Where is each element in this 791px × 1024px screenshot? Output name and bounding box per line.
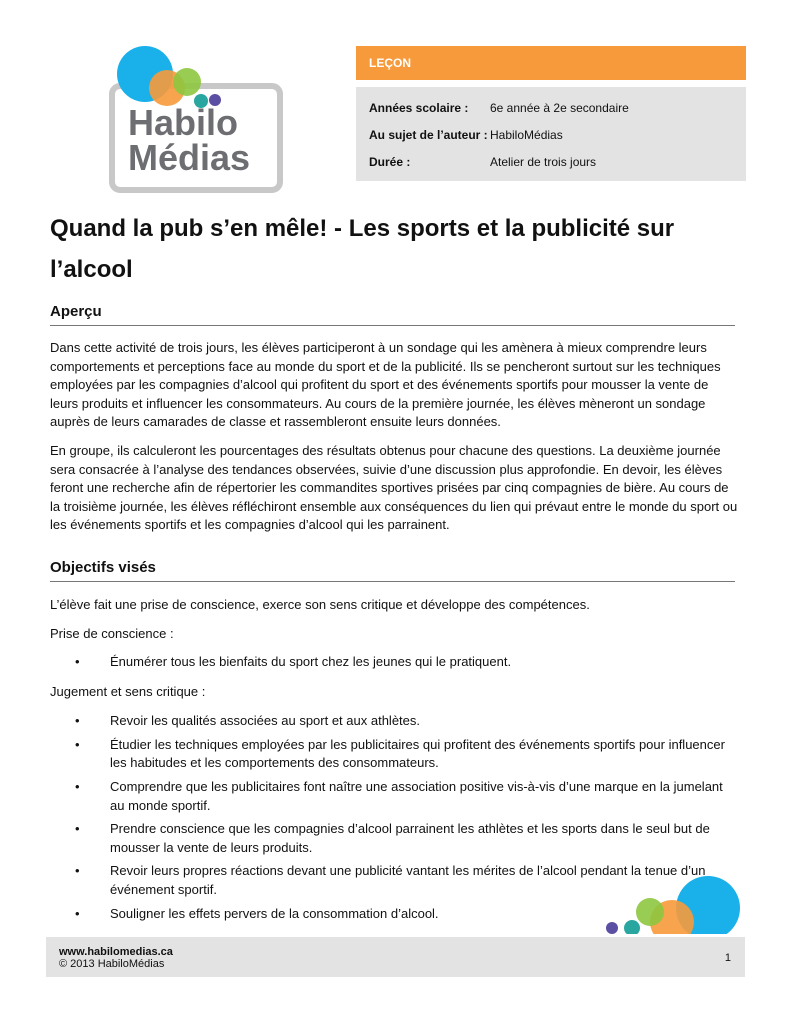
page-title xyxy=(50,208,750,290)
lesson-row-grade xyxy=(369,101,629,115)
apercu-paragraph-1: Dans cette activité de trois jours, les élèves participeront à un sondage qui les amènera à mieux comprendre leurs comportements et perceptions face au monde du sport et de la publicité. Ils se pencheront surtout sur les techniques employées par les compagnies d’alcool qui profitent du sport et des événements sportifs pour mousser la vente de leurs produits et influencer les consommateurs. Au cours de la première journée, les élèves mèneront un sondage auprès de leurs camarades de classe et rassembleront ensuite leurs données. xyxy=(50,340,721,430)
list-item: • Énumérer tous les bienfaits du sport chez les jeunes qui le pratiquent. xyxy=(50,653,740,672)
lesson-header: LEÇON xyxy=(356,46,746,80)
section-heading-apercu: Aperçu xyxy=(50,303,735,326)
apercu-paragraph-2: En groupe, ils calculeront les pourcentages des résultats obtenus pour chacune des questions. La deuxième journée sera consacrée à l’analyse des tendances observées, suivie d’une discussion plus approfondie. En devoir, les élèves feront une recherche afin de répertorier les commandites sportives prisées par cinq compagnies de bière. Au cours de la troisième journée, les élèves réfléchiront ensemble aux conséquences du lien qui prévaut entre le monde du sport ou les événements sportifs et les compagnies d’alcool qui les parrainent. xyxy=(50,443,738,533)
decorative-circles xyxy=(600,868,745,934)
bullet-icon: • xyxy=(75,863,80,879)
list-item: • Revoir leurs propres réactions devant une publicité vantant les mérites de l’alcool pendant la tenue d’un événement sportif. xyxy=(75,863,706,897)
objectifs-subheading-jugement: Jugement et sens critique : xyxy=(50,683,206,699)
lesson-info-box xyxy=(356,46,746,181)
title-line-2: l’alcool xyxy=(50,256,133,283)
lesson-row-duration xyxy=(369,155,597,169)
bullet-icon: • xyxy=(75,821,80,837)
title-line-1: Quand la pub s’en mêle! - Les sports et la publicité sur xyxy=(50,215,675,242)
objectifs-subheading-prise: Prise de conscience : xyxy=(50,626,174,641)
bullet-icon: • xyxy=(75,713,80,729)
bullet-icon: • xyxy=(75,654,80,669)
list-item: • Souligner les effets pervers de la consommation d’alcool. xyxy=(50,905,740,924)
section-heading-objectifs: Objectifs visés xyxy=(50,559,735,582)
page-number: 1 xyxy=(724,952,731,964)
list-item: • Comprendre que les publicitaires font naître une association positive vis-à-vis d’une marque en la jumelant au monde sportif. xyxy=(75,778,723,813)
bullet-icon: • xyxy=(75,778,80,794)
lesson-row-label: Durée : xyxy=(369,155,411,169)
objectifs-intro: L’élève fait une prise de conscience, exerce son sens critique et développe des compétences. xyxy=(50,597,590,612)
list-item: • Revoir les qualités associées au sport et aux athlètes. xyxy=(50,712,740,731)
lesson-row-label: Au sujet de l’auteur : xyxy=(369,128,488,142)
list-item: • Prendre conscience que les compagnies d’alcool parrainent les athlètes et les sports dans le seul but de mousser la vente de leurs produits. xyxy=(75,821,710,855)
page-footer xyxy=(46,937,745,977)
lesson-row-author xyxy=(369,128,563,142)
svg-text:Habilo: Habilo xyxy=(128,102,239,143)
lesson-row-value: 6e année à 2e secondaire xyxy=(490,101,629,115)
svg-text:Médias: Médias xyxy=(128,137,251,178)
lesson-row-value: HabiloMédias xyxy=(490,128,563,142)
list-item: • Étudier les techniques employées par les publicitaires qui profitent des événements sportifs pour influencer les habitudes et les comportements des consommateurs. xyxy=(75,736,725,771)
lesson-row-value: Atelier de trois jours xyxy=(490,155,597,169)
lesson-row-label: Années scolaire : xyxy=(369,101,469,115)
habilomedias-logo xyxy=(108,44,284,196)
footer-copyright: © 2013 HabiloMédias xyxy=(59,958,165,970)
bullet-icon: • xyxy=(75,736,80,752)
footer-url[interactable]: www.habilomedias.ca xyxy=(59,946,173,958)
lesson-details xyxy=(356,87,746,181)
bullet-icon: • xyxy=(75,905,80,921)
